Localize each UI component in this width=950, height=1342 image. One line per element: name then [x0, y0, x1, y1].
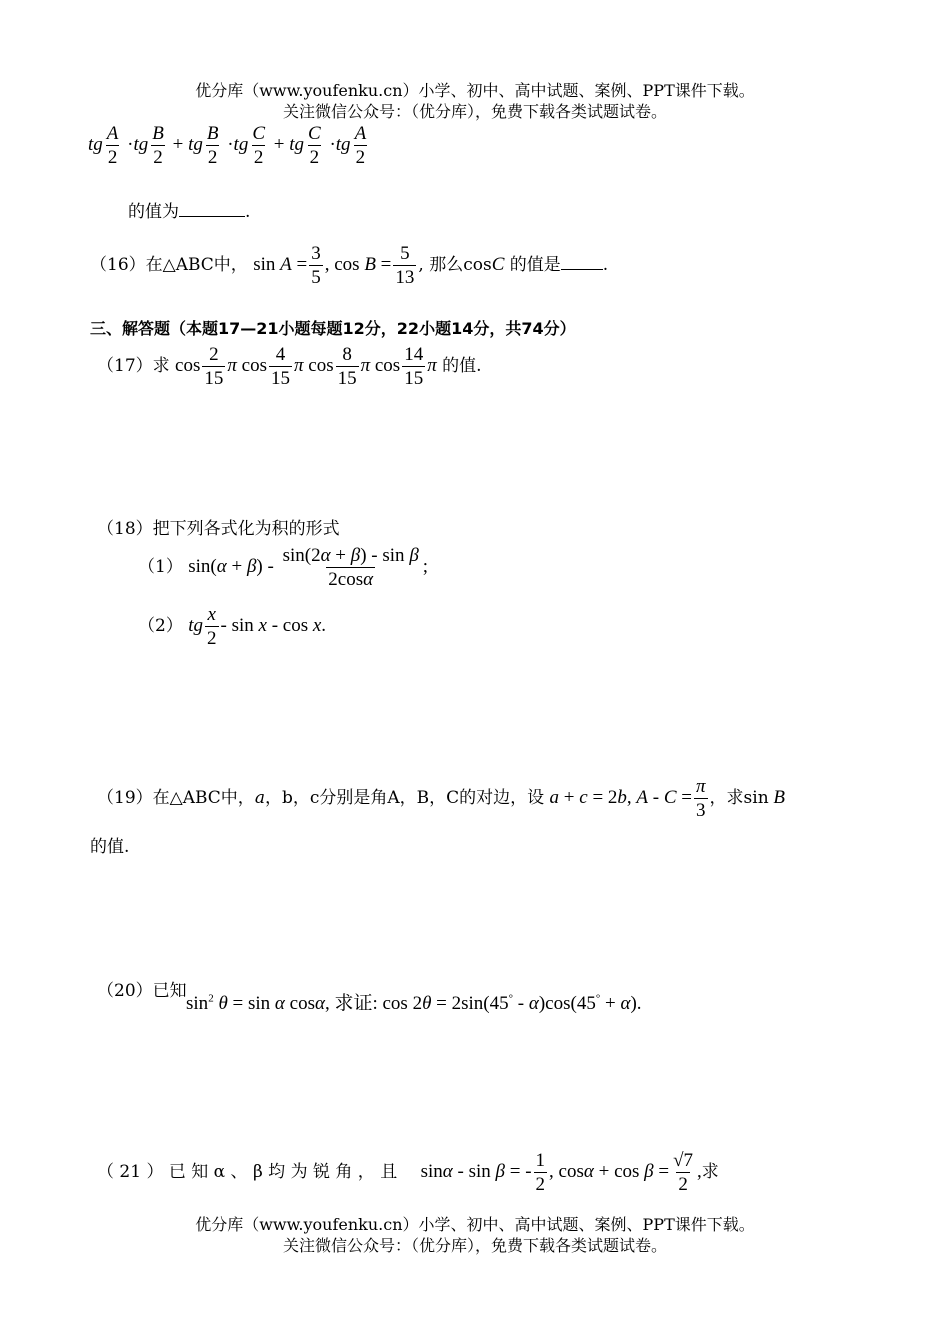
question-21: （ 21 ） 已 知 α 、 β 均 为 锐 角 ， 且 sinα - sin β = - $\frac{1}{2}$ , cosα + cos β = $\frac{√7}{2}$ ,求	[97, 1150, 719, 1196]
question-18-label: （18）把下列各式化为积的形式	[97, 519, 340, 539]
question-20-label: （20）已知	[97, 981, 187, 1001]
footer-line-2: 关注微信公众号：（优分库），免费下载各类试题试卷。	[282, 1236, 667, 1255]
question-17: （17）求 cos $\frac{2}{15}$ π cos $\frac{4}{15}$ π cos $\frac{8}{15}$ π cos $\frac{14}{15}$ π 的值.	[97, 344, 482, 390]
question-16: （16）在△ABC中， sin A = $\frac{3}{5}$ , cos B = $\frac{5}{13}$ , 那么cosC 的值是 .	[90, 243, 609, 289]
q15-tail: 的值为 .	[128, 202, 251, 222]
footer-line-1: 优分库（www.youfenku.cn）小学、初中、高中试题、案例、PPT课件下载。	[195, 1215, 755, 1234]
question-18-part-2: （2） tg $\frac{x}{2}$ - sin x - cos x.	[138, 604, 327, 650]
q15-formula: tg $\frac{A}{2}$ ·tg $\frac{B}{2}$ + tg $\frac{B}{2}$ ·tg $\frac{C}{2}$ + tg $\frac{C}{2}$ ·tg $\frac{A}{2}$	[88, 123, 367, 168]
question-19: （19）在△ABC中，a，b，c分别是角A，B，C的对边，设 a + c = 2b, A - C = $\frac{\pi}{3}$ ，求sin B	[97, 776, 786, 822]
header-line-1: 优分库（www.youfenku.cn）小学、初中、高中试题、案例、PPT课件下载。	[195, 81, 755, 100]
section-3-title: 三、解答题（本题17—21小题每题12分，22小题14分，共74分）	[90, 319, 576, 338]
question-20-formula: $\sin^2 \theta = \sin \alpha$ cosα, 求证: cos 2θ = 2sin(45° - α)cos(45° + α).	[186, 992, 642, 1014]
answer-blank[interactable]	[561, 268, 603, 270]
answer-blank[interactable]	[179, 215, 245, 217]
question-19-line-2: 的值.	[90, 837, 130, 857]
question-18-part-1: （1） sin(α + β) - $\frac{\text{sin(2α + β) - sin β}}{2\cos\alpha}$ ;	[138, 545, 429, 591]
header-line-2: 关注微信公众号：（优分库），免费下载各类试题试卷。	[282, 102, 667, 121]
